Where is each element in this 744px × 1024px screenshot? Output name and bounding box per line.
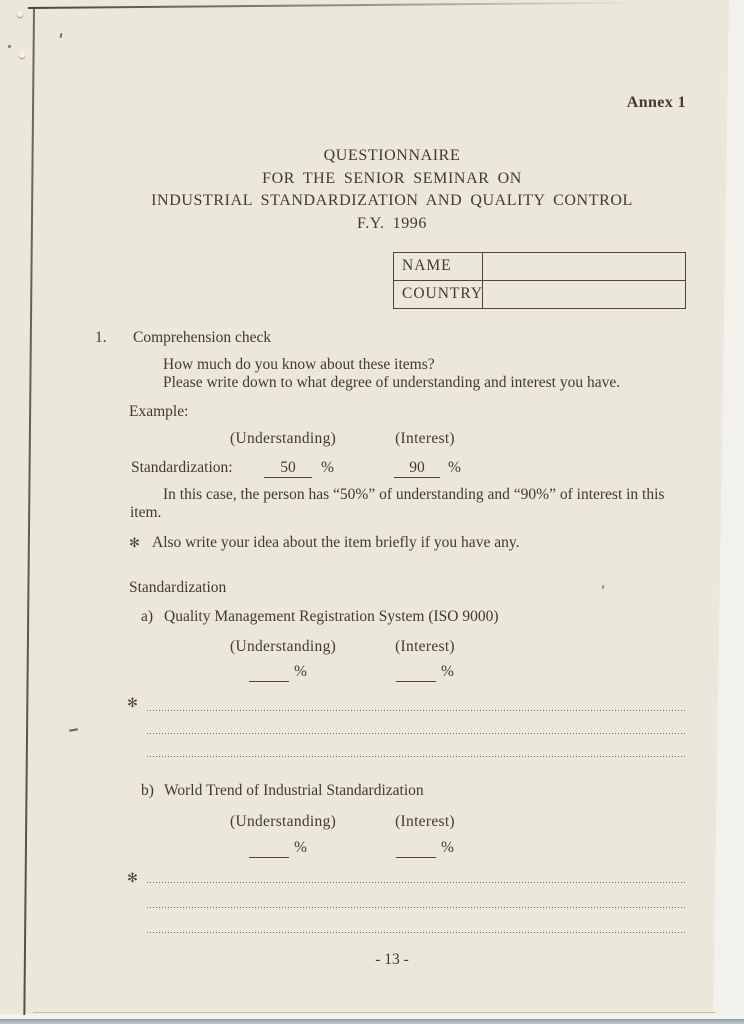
item-b-answer-line bbox=[147, 932, 687, 934]
intro-line: Please write down to what degree of understanding and interest you have. bbox=[163, 373, 621, 391]
explanation-line: item. bbox=[130, 503, 162, 521]
item-b-answer-line bbox=[147, 907, 687, 909]
scan-pen-mark bbox=[69, 728, 78, 732]
item-a-letter: a) bbox=[141, 608, 154, 625]
item-b-answer-line bbox=[147, 882, 687, 884]
title-line-4: F.Y. 1996 bbox=[356, 214, 427, 232]
page-edge-bottom bbox=[33, 1012, 716, 1013]
understanding-header: (Understanding) bbox=[230, 813, 337, 830]
scan-bottom-edge bbox=[0, 1019, 744, 1024]
interest-header: (Interest) bbox=[395, 638, 455, 655]
annex-label: Annex 1 bbox=[626, 94, 686, 111]
interest-header: (Interest) bbox=[395, 430, 455, 447]
asterisk-icon: ✻ bbox=[127, 696, 138, 711]
item-b-interest-blank bbox=[396, 839, 436, 858]
page-fold-top bbox=[28, 2, 638, 9]
item-b-understanding-blank bbox=[249, 839, 289, 858]
name-country-table bbox=[393, 252, 686, 309]
item-a-answer-line bbox=[147, 756, 687, 758]
percent-sign: % bbox=[294, 839, 307, 856]
table-row bbox=[394, 253, 685, 280]
scan-speck bbox=[8, 45, 11, 48]
explanation-line: In this case, the person has “50%” of understanding and “90%” of interest in this bbox=[163, 486, 665, 503]
section-intro bbox=[163, 356, 620, 391]
percent-sign: % bbox=[294, 663, 307, 680]
item-a-answer-line bbox=[147, 710, 687, 712]
country-field bbox=[483, 281, 685, 308]
section-heading: Comprehension check bbox=[133, 329, 272, 346]
item-a-title: Quality Management Registration System (ISO 9000) bbox=[164, 608, 499, 625]
asterisk-icon: ✻ bbox=[129, 536, 140, 551]
asterisk-icon: ✻ bbox=[127, 871, 138, 886]
example-item-label: Standardization: bbox=[131, 459, 233, 476]
table-row bbox=[394, 280, 685, 308]
item-b-title: World Trend of Industrial Standardization bbox=[164, 782, 424, 799]
title-line-3: INDUSTRIAL STANDARDIZATION AND QUALITY CONTROL bbox=[151, 192, 633, 210]
name-field bbox=[483, 253, 685, 280]
country-label: COUNTRY bbox=[394, 281, 483, 308]
example-label: Example: bbox=[129, 403, 189, 420]
staple-hole bbox=[17, 11, 23, 17]
note-text: Also write your idea about the item briefly if you have any. bbox=[152, 534, 520, 551]
category-heading: Standardization bbox=[129, 579, 227, 596]
percent-sign: % bbox=[321, 459, 334, 476]
scan-speck bbox=[601, 585, 604, 589]
percent-sign: % bbox=[441, 839, 454, 856]
scan-speck bbox=[59, 33, 62, 38]
title-line-1: QUESTIONNAIRE bbox=[323, 147, 461, 164]
item-a-interest-blank bbox=[396, 663, 436, 682]
intro-line: How much do you know about these items? bbox=[163, 356, 435, 373]
page-number: - 13 - bbox=[375, 951, 409, 968]
name-label: NAME bbox=[394, 253, 483, 280]
interest-header: (Interest) bbox=[395, 813, 455, 830]
example-interest-value: 90 bbox=[394, 459, 440, 478]
title-line-2: FOR THE SENIOR SEMINAR ON bbox=[262, 169, 522, 187]
example-understanding-value: 50 bbox=[264, 459, 312, 478]
percent-sign: % bbox=[448, 459, 461, 476]
item-b-letter: b) bbox=[141, 782, 154, 799]
example-explanation bbox=[130, 486, 696, 521]
item-a-understanding-blank bbox=[249, 663, 289, 682]
page-fold-left bbox=[23, 9, 35, 1015]
document-title bbox=[40, 145, 744, 235]
understanding-header: (Understanding) bbox=[230, 638, 337, 655]
percent-sign: % bbox=[441, 663, 454, 680]
section-number: 1. bbox=[95, 329, 107, 346]
staple-hole bbox=[19, 52, 25, 58]
item-a-answer-line bbox=[147, 733, 687, 735]
understanding-header: (Understanding) bbox=[230, 430, 337, 447]
